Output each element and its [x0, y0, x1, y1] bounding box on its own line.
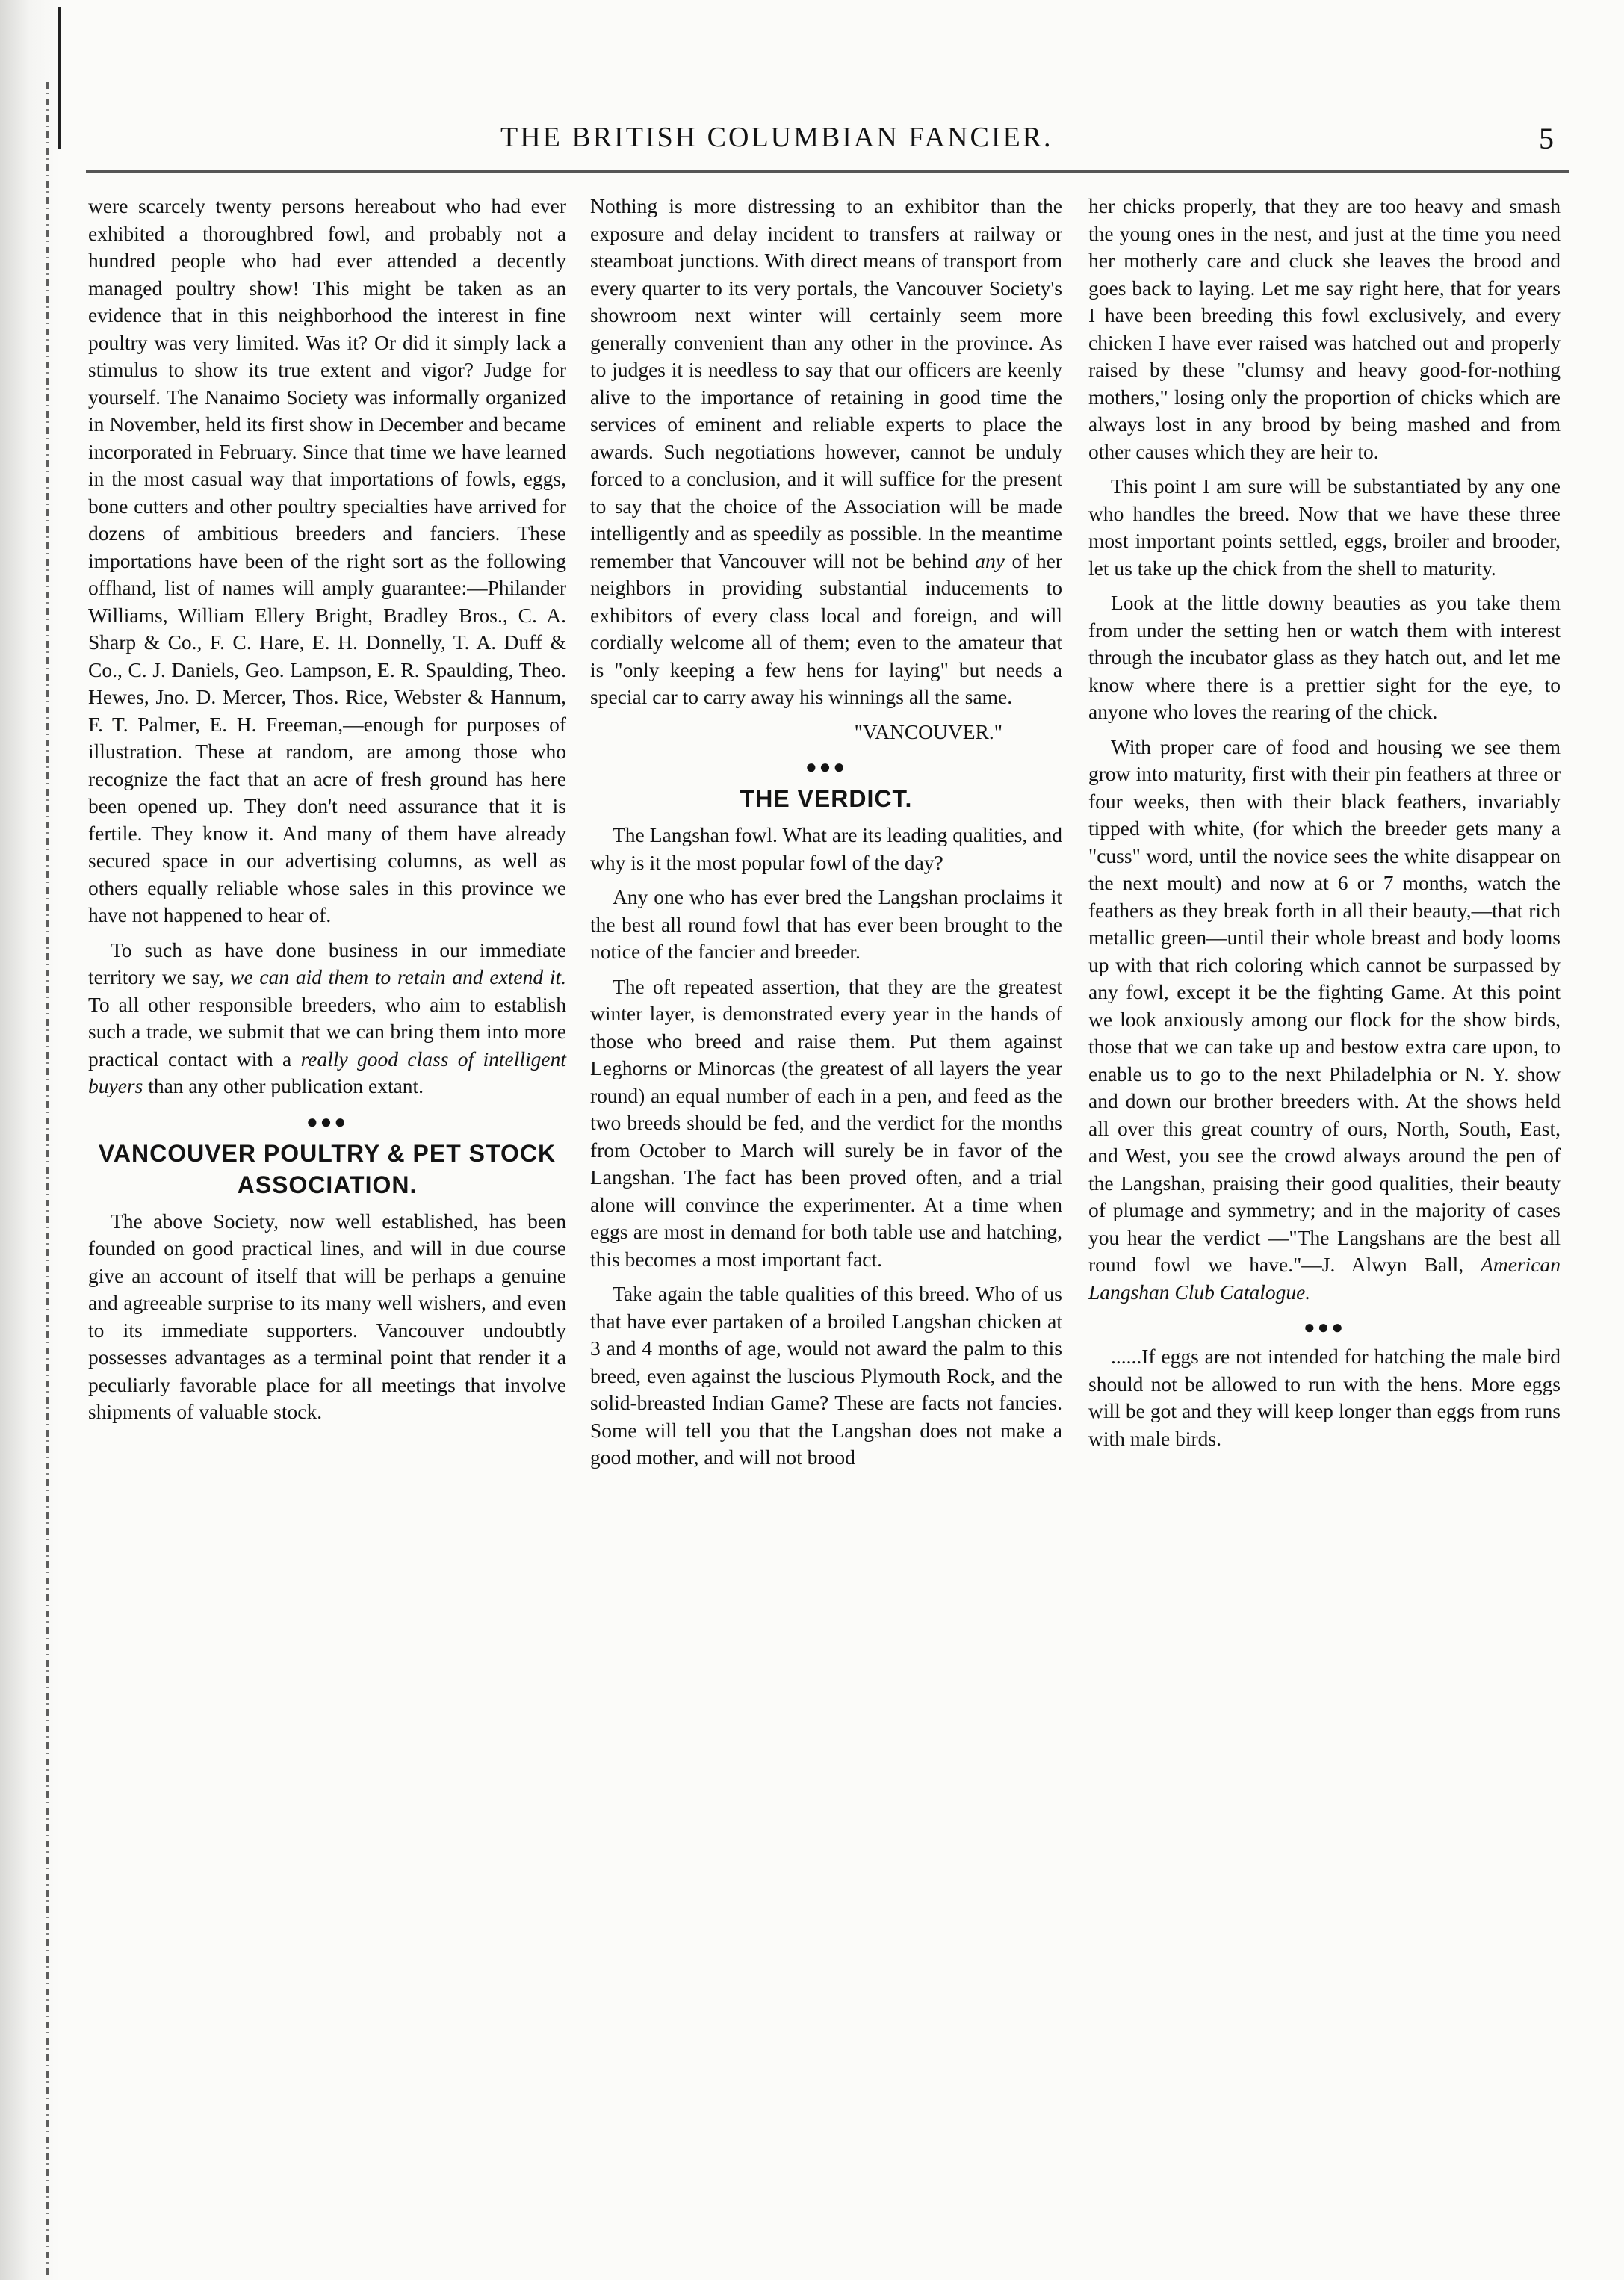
page-binding-edge: [0, 0, 60, 2280]
italic-text: we can aid them to retain and extend it.: [230, 965, 566, 988]
paragraph: [1088, 734, 1561, 1307]
text-run: of her neighbors in providing substantial inducements to exhibitors of every class local and foreign, and will cordially welcome all of them; even to the amateur that is "only keeping a few hens for laying" but needs a special car to carry away his winnings all the same.: [590, 548, 1063, 708]
section-heading: THE VERDICT.: [740, 785, 913, 812]
binding-mark: [58, 7, 61, 149]
italic-text: really good class of intelligent buyers: [88, 1047, 566, 1097]
paragraph: ......If eggs are not intended for hatching the male bird should not be allowed to run with the hens. More eggs will be got and they will keep longer than eggs from runs with male birds.: [1088, 1345, 1561, 1450]
column-2: [590, 193, 1062, 1479]
running-head: THE BRITISH COLUMBIAN FANCIER.: [500, 122, 1053, 153]
text-run: To all other responsible breeders, who aim to establish such a trade, we submit that we can bring them into more practical contact with a: [88, 992, 566, 1071]
italic-text: American Langshan Club Catalogue.: [1088, 1253, 1561, 1304]
column-3: [1088, 193, 1561, 1460]
paragraph: [88, 937, 566, 1100]
paragraph: Any one who has ever bred the Langshan proclaims it the best all round fowl that has ever been brought to the notice of the fancier and breeder.: [590, 885, 1062, 963]
section-ornament: ●●●: [805, 756, 848, 778]
text-run: To such as have done business in our immediate territory we say,: [88, 938, 566, 988]
text-run: With proper care of food and housing we see them grow into maturity, first with their pin feathers at three or four weeks, then with their black feathers, invariably tipped with white, (for which the breeder gets many a "cuss" word, until the novice sees the white disappear on the next moult) and now at 6 or 7 months, watch the feathers as they break forth in all their beauty,—that rich metallic green—until their whole breast and body looms up with that rich coloring which cannot be surpassed by any fowl, except it be the fighting Game. At this point we look anxiously among our flock for the show birds, those that we can take up and bestow extra care upon, to enable us to go to the next Philadelphia or N. Y. show and down our brother breeders with. At the shows held all over this great country of ours, North, South, East, and West, you see the crowd always around the pen of the Langshan, praising their good qualities, their beauty of plumage and symmetry; and in the majority of cases you hear the verdict —"The Langshans are the best all round fowl we have."—J. Alwyn Ball,: [1088, 734, 1561, 1276]
italic-text: any: [975, 548, 1005, 572]
paragraph: Look at the little downy beauties as you take them from under the setting hen or watch them with interest through the incubator glass as they hatch out, and let me know where there is a prettier sight for the eye, to anyone who loves the rearing of the chick.: [1088, 591, 1561, 723]
paragraph: [590, 193, 1062, 711]
text-run: than any other publication extant.: [148, 1074, 424, 1097]
page-number: 5: [1539, 122, 1554, 155]
page-header: [448, 121, 1554, 158]
text-run: Nothing is more distressing to an exhibitor than the exposure and delay incident to transfers at railway or steamboat junctions. With direct means of transport from every quarter to its very portals, the Vancouver Society's showroom next winter will certainly seem more generally convenient than any other in the province. As to judges it is needless to say that our officers are keenly alive to the importance of retaining in good time the services of eminent and reliable experts to place the awards. Such negotiations however, cannot be unduly forced to a conclusion, and it will suffice for the present to say that the choice of the Association will be made intelligently and as speedily as possible. In the meantime remember that Vancouver will not be behind: [590, 194, 1062, 572]
paragraph: The oft repeated assertion, that they are the greatest winter layer, is demonstrated every year in the hands of those who breed and raise them. Put them against Leghorns or Minorcas (the greatest of all layers the year round) an equal number of each in a pen, and feed as the two breeds should be fed, and the verdict for the months from October to March will surely be in favor of the Langshan. The fact has been proved often, and a trial alone will convince the experimenter. At a time when eggs are most in demand for both table use and hatching, this becomes a most important fact.: [590, 974, 1062, 1271]
binding-stitch-rule: [46, 82, 49, 2279]
paragraph: The Langshan fowl. What are its leading qualities, and why is it the most popular fowl of the day?: [590, 823, 1062, 874]
paragraph: The above Society, now well established, has been founded on good practical lines, and will in due course give an account of itself that will be perhaps a genuine and agreeable surprise to its many well wishers, and even to its immediate supporters. Vancouver undoubtly possesses advantages as a terminal point that render it a peculiarly favorable place for all meetings that involve shipments of valuable stock.: [88, 1209, 566, 1423]
paragraph: her chicks properly, that they are too heavy and smash the young ones in the nest, and just at the time you need her motherly care and cluck she leaves the brood and goes back to laying. Let me say right here, that for years I have been breeding this fowl exclusively, and every chicken I have ever raised was hatched out and properly raised by these "clumsy and heavy good-for-nothing mothers," losing only the proportion of chicks which are always lost in any brood by being mashed and from other causes which they are heir to.: [1088, 194, 1561, 463]
paragraph: This point I am sure will be substantiated by any one who handles the breed. Now that we have these three most important points settled, eggs, broiler and brooder, let us take up the chick from the shell to maturity.: [1088, 474, 1561, 580]
signature: "VANCOUVER.": [854, 719, 1002, 743]
header-rule: [86, 170, 1569, 173]
column-1: [88, 193, 566, 1434]
paragraph: Take again the table qualities of this breed. Who of us that have ever partaken of a broiled Langshan chicken at 3 and 4 months of age, would not award the palm to this breed, even against the luscious Plymouth Rock, and the solid-breasted Indian Game? These are facts not fancies. Some will tell you that the Langshan does not make a good mother, and will not brood: [590, 1282, 1062, 1469]
section-ornament: ●●●: [1303, 1316, 1346, 1338]
section-ornament: ●●●: [306, 1110, 349, 1133]
section-heading: VANCOUVER POULTRY & PET STOCK ASSOCIATION.: [98, 1139, 557, 1198]
paragraph: were scarcely twenty persons hereabout who had ever exhibited a thoroughbred fowl, and probably not a hundred people who had ever attended a decently managed poultry show! This might be taken as an evidence that in this neighborhood the interest in fine poultry was very limited. Was it? Or did it simply lack a stimulus to show its true extent and vigor? Judge for yourself. The Nanaimo Society was informally organized in November, held its first show in December and became incorporated in February. Since that time we have learned in the most casual way that importations of fowls, eggs, bone cutters and other poultry specialties have arrived for dozens of ambitious breeders and fanciers. These importations have been of the right sort as the following offhand, list of names will amply guarantee:—Philander Williams, William Ellery Bright, Bradley Bros., C. A. Sharp & Co., F. C. Hare, E. H. Donnelly, T. A. Duff & Co., C. J. Daniels, Geo. Lampson, E. R. Spaulding, Theo. Hewes, Jno. D. Mercer, Thos. Rice, Webster & Hannum, F. T. Palmer, E. H. Freeman,—enough for purposes of illustration. These at random, are among those who recognize the fact that an acre of fresh ground has here been opened up. They don't need assurance that it is fertile. They know it. And many of them have already secured space in our advertising columns, as well as others equally reliable whose sales in this province we have not happened to hear of.: [88, 194, 566, 926]
